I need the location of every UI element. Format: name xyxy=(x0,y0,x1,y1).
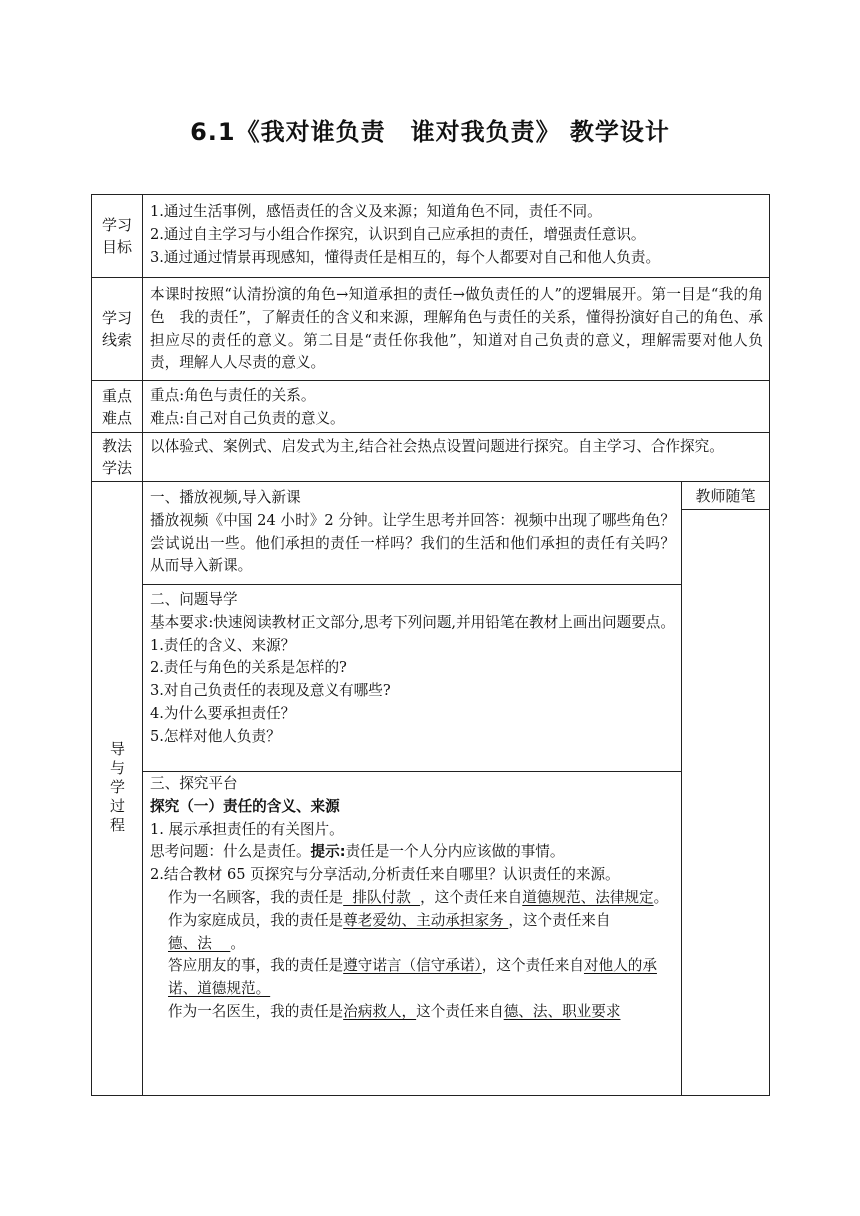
question-3: 3.对自己负责任的表现及意义有哪些? xyxy=(150,682,391,700)
clue-text: 本课时按照“认清扮演的角色→知道承担的责任→做负责任的人”的逻辑展开。第一目是“我的角色 我的责任”，了解责任的含义和来源，理解角色与责任的关系，懂得扮演好自己的角色、承担应尽的责任的意义。第二目是“责任你我他”，知道对自己负责的意义，理解需要对他人负责，理解人人尽责的意义。 xyxy=(150,286,763,372)
question-1: 1.责任的含义、来源？ xyxy=(150,636,296,654)
case-customer-source: 道德规范、法律规定 xyxy=(522,888,654,906)
notes-header-cell xyxy=(681,481,770,510)
inquiry-1-title: 探究（一）责任的含义、来源 xyxy=(150,797,340,815)
goals-label: 学习目标 xyxy=(101,216,132,256)
case-family-c: 。 xyxy=(230,934,245,952)
notes-label: 教师随笔 xyxy=(695,486,756,505)
section-2-heading: 二、问题导学 xyxy=(150,591,238,608)
clue-label: 学习线索 xyxy=(101,309,132,349)
case-doctor-source: 德、法、职业要求 xyxy=(503,1002,621,1020)
case-friend-a: 答应朋友的事，我的责任是 xyxy=(168,957,344,975)
case-family-source: 德、法 xyxy=(168,934,231,952)
inquiry-line-2: 2.结合教材 65 页探究与分享活动,分析责任来自哪里？认识责任的来源。 xyxy=(150,866,620,884)
section-1-text: 播放视频《中国 24 小时》2 分钟。让学生思考并回答：视频中出现了哪些角色？尝试说出一些。他们承担的责任一样吗？我们的生活和他们承担的责任有关吗？从而导入新课。 xyxy=(150,511,675,575)
process-label: 导与学过程 xyxy=(108,741,126,836)
method-label: 教法学法 xyxy=(101,437,132,477)
section-1 xyxy=(142,481,682,585)
case-customer-c: 。 xyxy=(653,888,669,906)
section-2-requirement: 基本要求:快速阅读教材正文部分,思考下列问题,并用铅笔在教材上画出问题要点。 xyxy=(150,613,675,631)
case-friend-b: ，这个责任来自 xyxy=(481,957,584,975)
inquiry-line-1: 1. 展示承担责任的有关图片。 xyxy=(150,820,344,838)
key-label-cell xyxy=(91,380,143,433)
case-friend xyxy=(150,955,675,1001)
section-1-heading: 一、播放视频,导入新课 xyxy=(150,489,301,506)
key-content xyxy=(142,380,770,433)
method-content xyxy=(142,432,770,482)
key-label: 重点难点 xyxy=(101,386,132,427)
case-doctor-a: 作为一名医生，我的责任是 xyxy=(168,1002,344,1020)
hint-label: 提示: xyxy=(310,843,346,861)
question-2: 2.责任与角色的关系是怎样的? xyxy=(150,659,347,677)
case-family-a: 作为家庭成员，我的责任是 xyxy=(168,911,344,929)
process-label-cell xyxy=(91,481,143,1096)
case-customer-a: 作为一名顾客，我的责任是 xyxy=(168,888,344,906)
goal-line-3: 3.通过通过情景再现感知，懂得责任是相互的，每个人都要对自己和他人负责。 xyxy=(150,248,661,266)
section-3 xyxy=(142,771,682,1096)
goal-line-2: 2.通过自主学习与小组合作探究，认识到自己应承担的责任，增强责任意识。 xyxy=(150,225,646,243)
method-label-cell xyxy=(91,432,143,482)
clue-content xyxy=(142,277,770,381)
hint-text: 责任是一个人分内应该做的事情。 xyxy=(345,843,565,861)
clue-label-cell xyxy=(91,277,143,381)
document-title: 6.1《我对谁负责 谁对我负责》 教学设计 xyxy=(190,118,670,146)
case-customer-duty: 排队付款 xyxy=(343,888,421,906)
section-3-heading: 三、探究平台 xyxy=(150,775,238,792)
case-friend-duty: 遵守诺言（信守承诺） xyxy=(343,957,482,975)
goal-line-1: 1.通过生活事例，感悟责任的含义及来源；知道角色不同，责任不同。 xyxy=(150,203,602,220)
case-doctor-b: 这个责任来自 xyxy=(416,1002,504,1020)
notes-column xyxy=(681,509,770,1096)
goals-content xyxy=(142,194,770,278)
case-customer xyxy=(150,887,675,910)
method-text: 以体验式、案例式、启发式为主,结合社会热点设置问题进行探究。自主学习、合作探究。 xyxy=(150,438,724,455)
case-family-b: ，这个责任来自 xyxy=(508,911,611,929)
case-friend-source: 对他人的承诺、道德规范。 xyxy=(168,957,657,998)
question-prefix: 思考问题：什么是责任。 xyxy=(150,843,311,861)
case-doctor xyxy=(150,1001,675,1024)
case-family-duty: 尊老爱幼、主动承担家务 xyxy=(343,911,509,929)
question-5: 5.怎样对他人负责？ xyxy=(150,727,281,745)
section-2 xyxy=(142,584,682,772)
inquiry-question xyxy=(150,841,675,864)
goals-label-cell xyxy=(91,194,143,278)
case-doctor-duty: 治病救人， xyxy=(343,1002,417,1020)
question-4: 4.为什么要承担责任？ xyxy=(150,704,296,722)
key-point: 重点:角色与责任的关系。 xyxy=(150,387,316,404)
case-family xyxy=(150,910,675,956)
difficult-point: 难点:自己对自己负责的意义。 xyxy=(150,409,345,427)
case-customer-b: ，这个责任来自 xyxy=(420,888,523,906)
